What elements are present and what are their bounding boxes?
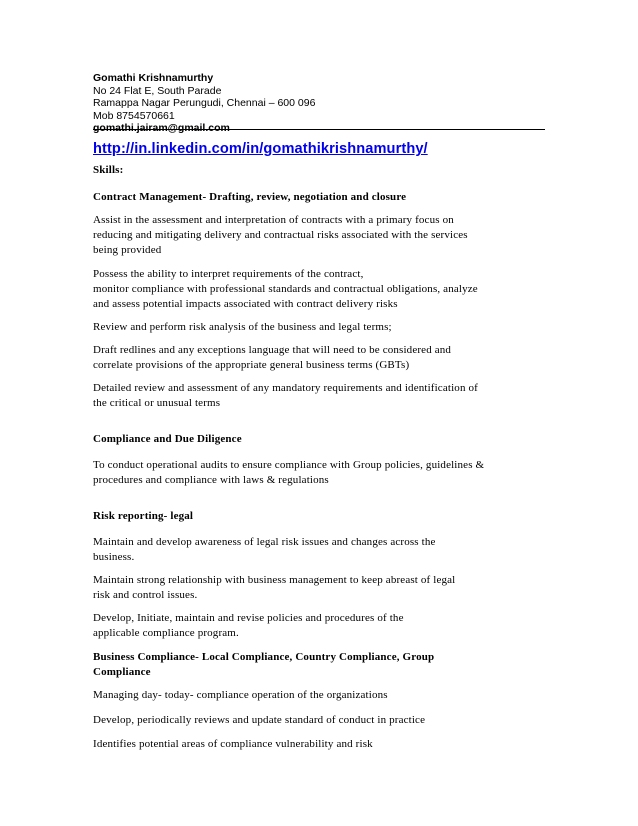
compliance-p1-line-2: procedures and compliance with laws & regulations <box>93 474 329 486</box>
contract-p5-line-1: Detailed review and assessment of any mandatory requirements and identification of <box>93 382 478 394</box>
business-heading-line-1: Business Compliance- Local Compliance, Country Compliance, Group <box>93 651 435 663</box>
contract-p1-line-2: reducing and mitigating delivery and contractual risks associated with the services <box>93 229 468 241</box>
contract-p2-line-1: Possess the ability to interpret requirements of the contract, <box>93 268 364 280</box>
risk-p1-line-1: Maintain and develop awareness of legal risk issues and changes across the <box>93 536 436 548</box>
business-heading-line-2: Compliance <box>93 666 151 678</box>
contract-p1-line-3: being provided <box>93 244 162 256</box>
skills-heading: Skills: <box>93 164 124 176</box>
contact-header <box>93 72 545 135</box>
business-p1-line-1: Managing day- today- compliance operation of the organizations <box>93 689 388 701</box>
address-line-1: No 24 Flat E, South Parade <box>93 84 222 97</box>
contract-heading: Contract Management- Drafting, review, negotiation and closure <box>93 191 407 203</box>
business-p2-line-1: Develop, periodically reviews and update standard of conduct in practice <box>93 714 426 726</box>
contract-p3-line-1: Review and perform risk analysis of the business and legal terms; <box>93 321 392 333</box>
contract-p4-line-2: correlate provisions of the appropriate general business terms (GBTs) <box>93 359 410 371</box>
contract-p2-line-3: and assess potential impacts associated with contract delivery risks <box>93 298 398 310</box>
compliance-p1-line-1: To conduct operational audits to ensure compliance with Group policies, guidelines & <box>93 459 485 471</box>
address-line-2: Ramappa Nagar Perungudi, Chennai – 600 096 <box>93 97 316 110</box>
contract-p1-line-1: Assist in the assessment and interpretation of contracts with a primary focus on <box>93 214 454 226</box>
risk-p2-line-2: risk and control issues. <box>93 589 198 601</box>
candidate-name: Gomathi Krishnamurthy <box>93 72 214 84</box>
risk-p2-line-1: Maintain strong relationship with business management to keep abreast of legal <box>93 574 456 586</box>
risk-p3-line-2: applicable compliance program. <box>93 627 239 639</box>
contract-p5-line-2: the critical or unusual terms <box>93 397 221 409</box>
linkedin-link[interactable]: http://in.linkedin.com/in/gomathikrishnamurthy/ <box>93 141 428 157</box>
compliance-heading: Compliance and Due Diligence <box>93 433 242 445</box>
email-address: gomathi.jairam@gmail.com <box>93 122 230 135</box>
business-p3-line-1: Identifies potential areas of compliance vulnerability and risk <box>93 738 373 750</box>
risk-heading: Risk reporting- legal <box>93 510 194 522</box>
contract-p2-line-2: monitor compliance with professional standards and contractual obligations, analyze <box>93 283 478 295</box>
risk-p1-line-2: business. <box>93 551 135 563</box>
mobile-number: Mob 8754570661 <box>93 109 175 122</box>
header-divider <box>93 129 545 130</box>
risk-p3-line-1: Develop, Initiate, maintain and revise policies and procedures of the <box>93 612 404 624</box>
contract-p4-line-1: Draft redlines and any exceptions language that will need to be considered and <box>93 344 452 356</box>
